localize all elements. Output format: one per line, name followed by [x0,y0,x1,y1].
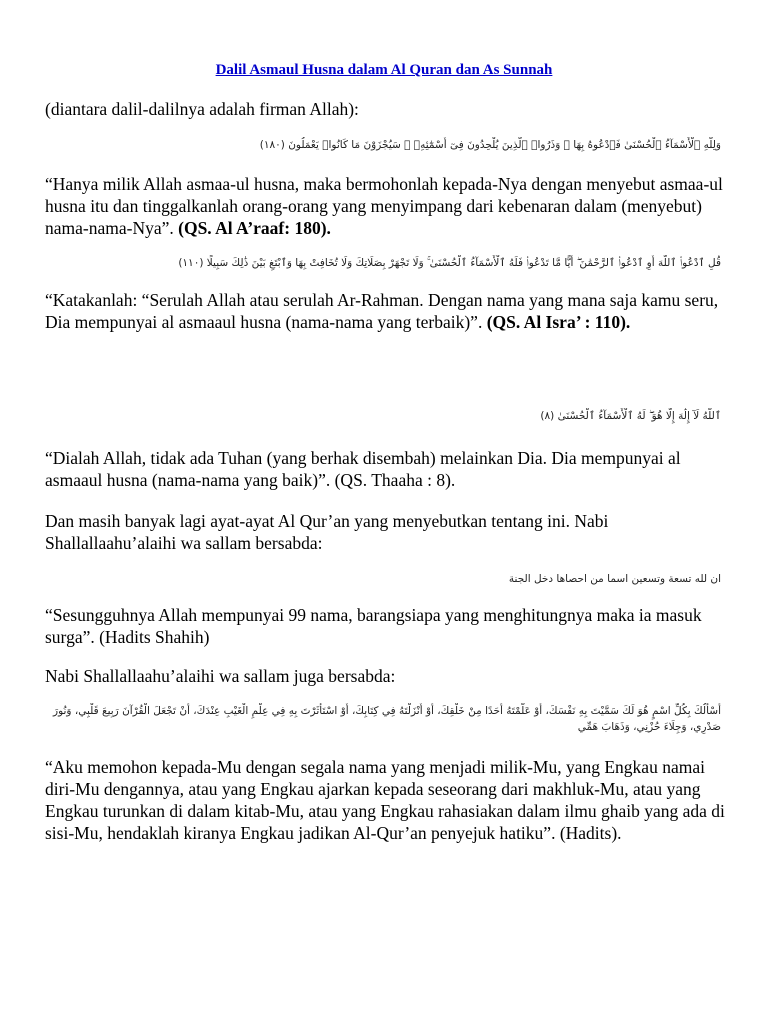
ayat-110-number: (١١٠) [178,257,204,269]
hadith-99-translation: “Sesungguhnya Allah mempunyai 99 nama, barangsiapa yang menghitungnya maka ia masuk surga”. (Hadits Shahih) [45,605,702,647]
hadith-dua-arabic: أَسْأَلُكَ بِكُلِّ اسْمٍ هُوَ لَكَ سَمَّيْتَ بِهِ نَفْسَكَ، أَوْ عَلَّمْتَهُ أَحَدًا مِنْ خَلْقِكَ، أَوْ أَنْزَلْتَهُ فِي كِتَابِكَ، أَوْ اسْتَأْثَرْتَ بِهِ فِي عِلْمِ الْغَيْبِ عِنْدَكَ، أَنْ تَجْعَلَ الْقُرْآنَ رَبِيعَ قَلْبِي، وَنُورَ صَدْرِي، وَجِلَاءَ حُزْنِي، وَذَهَابَ هَمِّي [53,705,721,733]
ayat-8-translation: “Dialah Allah, tidak ada Tuhan (yang berhak disembah) melainkan Dia. Dia mempunyai al asmaaul husna (nama-nama yang baik)”. (QS. Thaaha : 8). [45,448,681,490]
document-title[interactable]: Dalil Asmaul Husna dalam Al Quran dan As Sunnah [215,62,553,78]
ayat-110-translation [45,289,725,333]
intro-text: (diantara dalil-dalilnya adalah firman Allah): [45,99,359,119]
ayat-180-translation [45,173,725,239]
ayat-110-reference: (QS. Al Isra’ : 110). [486,312,631,332]
hadith-99-arabic: ان لله تسعة وتسعين اسما من احصاها دخل الجنة [508,573,721,585]
ayat-180-translation-text: “Hanya milik Allah asmaa-ul husna, maka bermohonlah kepada-Nya dengan menyebut asmaa-ul husna itu dan tinggalkanlah orang-orang yang menyimpang dari kebenaran dalam (menyebut) nama-nama-Nya”. [45,174,723,238]
hadith-dua-translation: “Aku memohon kepada-Mu dengan segala nama yang menjadi milik-Mu, yang Engkau namai diri-Mu dengannya, atau yang Engkau ajarkan kepada seseorang dari makhluk-Mu, atau yang Engkau turunkan di dalam kitab-Mu, atau yang Engkau rahasiakan dalam ilmu ghaib yang ada di sisi-Mu, hendaklah kiranya Engkau jadikan Al-Qur’an penyejuk hatiku”. (Hadits). [45,757,725,843]
ayat-180-number: (١٨٠) [259,139,285,151]
ayat-8-arabic-text: ٱللَّهُ لَآ إِلَٰهَ إِلَّا هُوَ ۖ لَهُ ٱلْأَسْمَآءُ ٱلْحُسْنَىٰ [557,410,721,422]
ayat-110-arabic-text: قُلِ ٱدْعُوا۟ ٱللَّهَ أَوِ ٱدْعُوا۟ ٱلرَّحْمَٰنَ ۖ أَيًّا مَّا تَدْعُوا۟ فَلَهُ ٱلْأَسْمَآءُ ٱلْحُسْنَىٰ ۚ وَلَا تَجْهَرْ بِصَلَاتِكَ وَلَا تُخَافِتْ بِهَا وَٱبْتَغِ بَيْنَ ذَٰلِكَ سَبِيلًا [206,257,721,269]
ayat-110-arabic [45,255,721,271]
bridge-text: Dan masih banyak lagi ayat-ayat Al Qur’an yang menyebutkan tentang ini. Nabi Shallallaahu’alaihi wa sallam bersabda: [45,511,609,553]
ayat-110-translation-text: “Katakanlah: “Serulah Allah atau serulah Ar-Rahman. Dengan nama yang mana saja kamu seru, Dia mempunyai al asmaaul husna (nama-nama yang terbaik)”. [45,290,719,332]
ayat-180-arabic [45,137,721,153]
ayat-180-arabic-text: وَلِلَّهِ ٱلْأَسْمَآءُ ٱلْحُسْنَىٰ فَٱدْعُوهُ بِهَا ۖ وَذَرُوا۟ ٱلَّذِينَ يُلْحِدُونَ فِىٓ أَسْمَٰٓئِهِۦ ۚ سَيُجْزَوْنَ مَا كَانُوا۟ يَعْمَلُونَ [288,139,721,151]
ayat-8-number: (٨) [540,410,555,422]
bridge2-text: Nabi Shallallaahu’alaihi wa sallam juga bersabda: [45,666,396,686]
ayat-8-arabic [45,408,721,424]
ayat-180-reference: (QS. Al A’raaf: 180). [178,218,331,238]
